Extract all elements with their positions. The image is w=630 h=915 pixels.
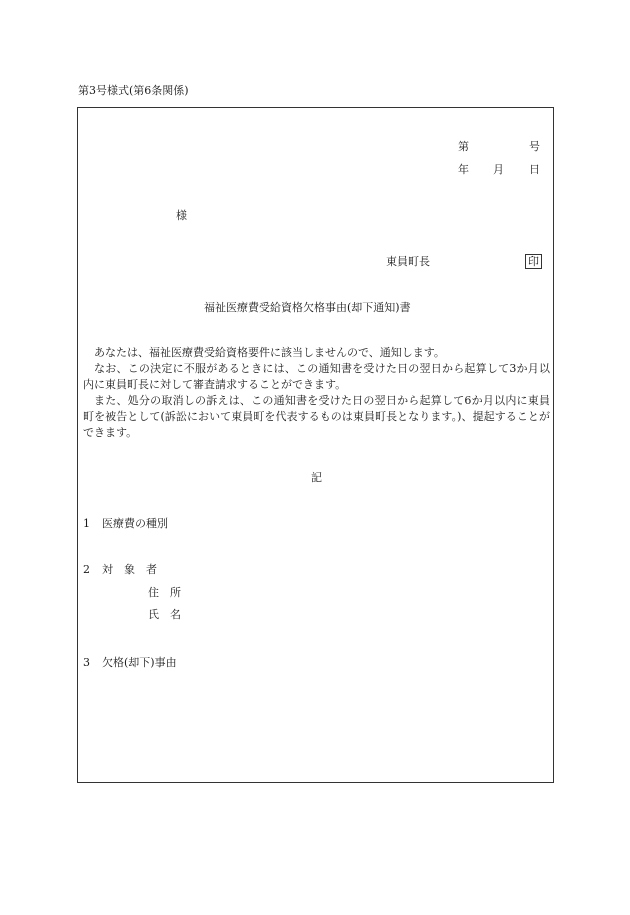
addressee-honorific: 様 [176,209,187,222]
address-label: 住 所 [148,586,181,599]
number-prefix: 第 [458,140,469,153]
body-paragraph-1: あなたは、福祉医療費受給資格要件に該当しませんので、通知します。 [94,346,445,359]
sender-title: 東員町長 [386,255,430,268]
name-label: 氏 名 [148,608,181,621]
date-day-label: 日 [529,163,540,176]
item2-label: 対 象 者 [102,563,157,576]
date-year-label: 年 [458,163,469,176]
date-month-label: 月 [493,163,504,176]
item1-number: 1 [83,517,90,530]
body-paragraph-2: なお、この決定に不服があるときには、この通知書を受けた日の翌日から起算して3か月以内に東員町長に対して審査請求することができます。 [83,362,550,391]
item1-label: 医療費の種別 [102,517,168,530]
item3-number: 3 [83,656,90,669]
form-number-label: 第3号様式(第6条関係) [78,84,189,97]
notice-frame [77,107,554,783]
item2-number: 2 [83,563,90,576]
number-suffix: 号 [529,140,540,153]
body-paragraph-3: また、処分の取消しの訴えは、この通知書を受けた日の翌日から起算して6か月以内に東員町を被告として(訴訟において東員町を代表するものは東員町長となります。)、提起することができます。 [83,394,550,439]
document-title: 福祉医療費受給資格欠格事由(却下通知)書 [204,301,411,314]
item3-label: 欠格(却下)事由 [102,656,177,669]
seal-mark: 印 [525,254,542,269]
ki-heading: 記 [311,471,322,484]
